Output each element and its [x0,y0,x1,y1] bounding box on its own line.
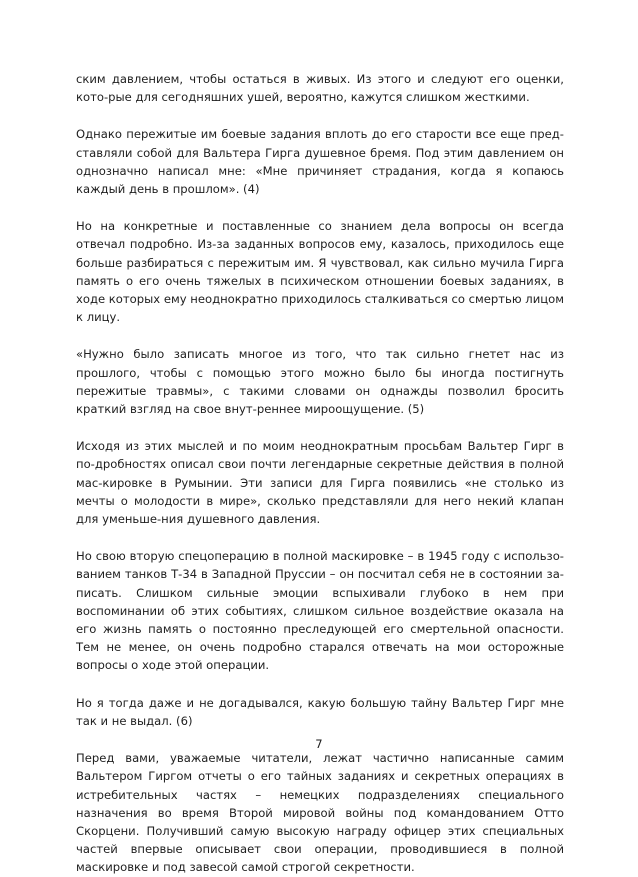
paragraph-5: Исходя из этих мыслей и по моим неоднократным просьбам Вальтер Гирг в по-дробностях описал свои почти легендарные секретные действия в полной мас-кировке в Румынии. Эти записи для Гирга появились «не столько из мечты о молодости в мире», сколько представляли для него некий клапан для уменьше-ния душевного давления. [76,439,564,527]
page-number: 7 [315,737,323,751]
paragraph-3: Но на конкретные и поставленные со знанием дела вопросы он всегда отвечал подробно. Из-за заданных вопросов ему, казалось, приходилось еще больше разбираться с пережитым им. Я чувствовал, как сильно мучила Гирга память о его очень тяжелых в психическом отношении боевых заданиях, в ходе которых ему неоднократно приходилось сталкиваться со смертью лицом к лицу. [76,219,564,325]
paragraph-4: «Нужно было записать многое из того, что так сильно гнетет нас из прошлого, чтобы с помощью этого можно было бы иногда постигнуть пережитые травмы», с такими словами он однажды позволил бросить краткий взгляд на свое внут-реннее мироощущение. (5) [76,347,564,417]
paragraph-8: Перед вами, уважаемые читатели, лежат частично написанные самим Вальтером Гиргом отчеты о его тайных заданиях и секретных операциях в истребительных частях – немецких подразделениях специального назначения во время Второй мировой войны под командованием Отто Скорцени. Получивший самую высокую награду офицер этих специальных частей впервые описывает свои операции, проводившиеся в полной маскировке и под завесой самой строгой секретности. [76,751,564,875]
paragraph-2: Однако пережитые им боевые задания вплоть до его старости все еще пред-ставляли собой для Вальтера Гирга душевное бремя. Под этим давлением он однозначно написал мне: «Мне причиняет страдания, когда я копаюсь каждый день в прошлом». (4) [76,127,564,197]
paragraph-7: Но я тогда даже и не догадывался, какую большую тайну Вальтер Гирг мне так и не выдал. (6) [76,695,564,728]
paragraph-1: ским давлением, чтобы остаться в живых. Из этого и следуют его оценки, кото-рые для сегодняшних ушей, вероятно, кажутся слишком жесткими. [76,72,564,105]
body-text [76,70,564,877]
paragraph-6: Но свою вторую спецоперацию в полной маскировке – в 1945 году с использо-ванием танков Т-34 в Западной Пруссии – он посчитал себя не в состоянии за-писать. Слишком сильные эмоции вспыхивали глубоко в нем при воспоминании об этих событиях, слишком сильное воздействие оказала на его жизнь память о постоянно преследующей его смертельной опасности. Тем не менее, он очень подробно старался отвечать на мои осторожные вопросы о ходе этой операции. [76,549,564,673]
